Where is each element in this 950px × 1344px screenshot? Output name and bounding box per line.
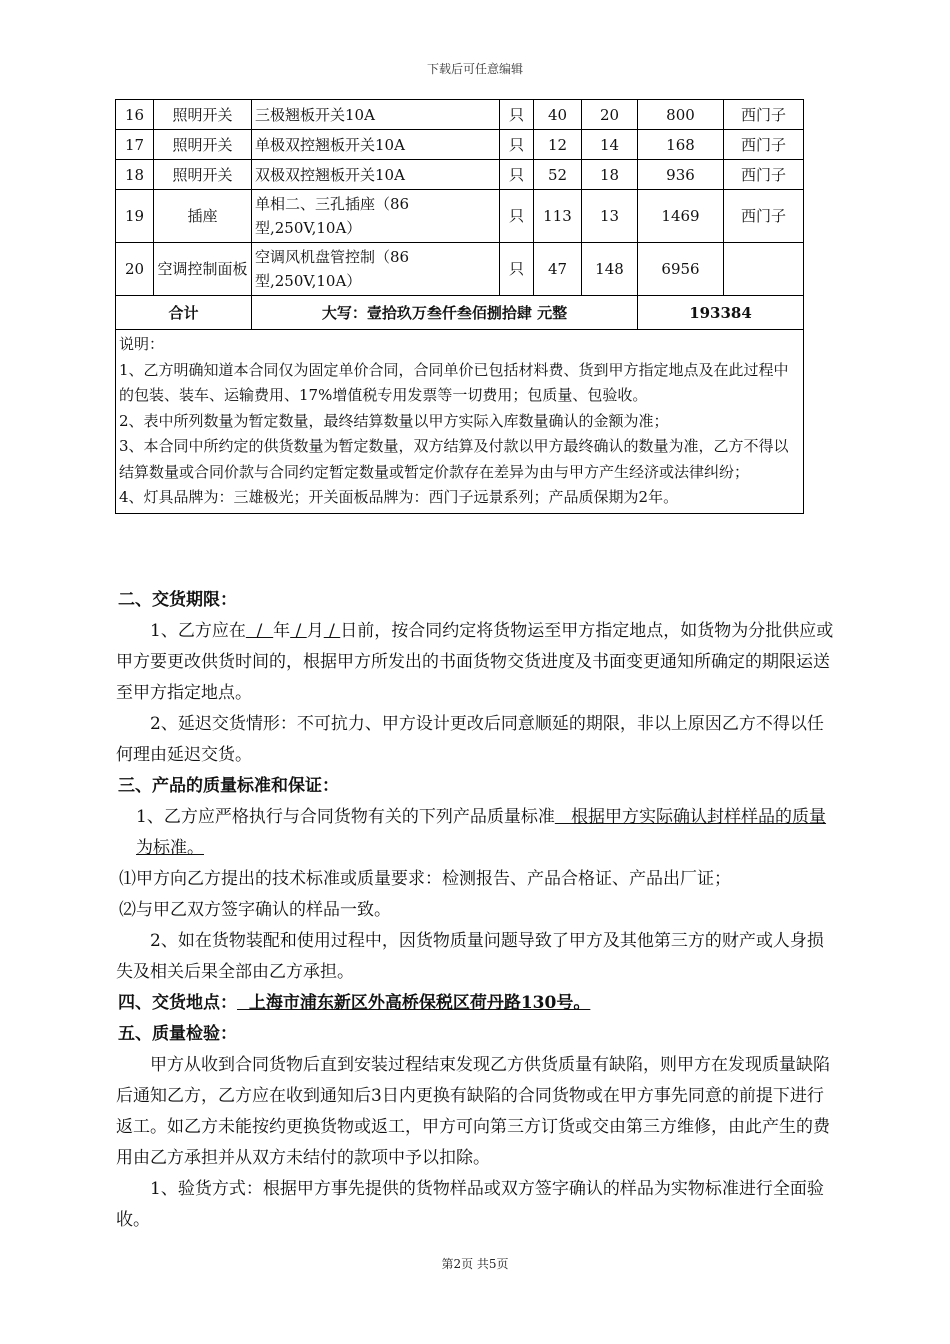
table-row [116, 130, 804, 160]
text: 年 [273, 621, 291, 641]
row-no: 16 [116, 100, 154, 130]
row-name: 照明开关 [154, 100, 252, 130]
section-title: 三、产品的质量标准和保证： [118, 776, 339, 796]
row-name: 插座 [154, 190, 252, 243]
row-name: 照明开关 [154, 160, 252, 190]
row-spec: 三极翘板开关10A [252, 100, 500, 130]
paragraph [116, 802, 838, 864]
row-no: 20 [116, 243, 154, 296]
table-row [116, 243, 804, 296]
row-unit: 只 [500, 130, 534, 160]
row-amount: 6956 [638, 243, 724, 296]
row-amount: 168 [638, 130, 724, 160]
row-brand: 西门子 [724, 100, 804, 130]
quality-standard: 根据甲方实际确认封样样品的质量为标准。 [136, 807, 827, 858]
table-row [116, 100, 804, 130]
paragraph: ⑴甲方向乙方提出的技术标准或质量要求：检测报告、产品合格证、产品出厂证； [119, 869, 731, 889]
row-no: 18 [116, 160, 154, 190]
paragraph: 2、如在货物装配和使用过程中，因货物质量问题导致了甲方及其他第三方的财产或人身损失及相关后果全部由乙方承担。 [116, 931, 824, 982]
note-item: 2、表中所列数量为暂定数量，最终结算数量以甲方实际入库数量确认的金额为准； [119, 411, 669, 430]
row-price: 18 [582, 160, 638, 190]
notes-row [116, 330, 804, 514]
paragraph [116, 616, 838, 709]
row-no: 17 [116, 130, 154, 160]
table-row [116, 190, 804, 243]
row-qty: 113 [534, 190, 582, 243]
row-name: 空调控制面板 [154, 243, 252, 296]
row-qty: 52 [534, 160, 582, 190]
text: 日前，按合同约定将货物运至甲方指定地点，如货物为分批供应或甲方要更改供货时间的，根据甲方所发出的书面货物交货进度及书面变更通知所确定的期限运送至甲方指定地点。 [116, 621, 834, 703]
text: 月 [306, 621, 324, 641]
notes-title: 说明： [119, 335, 165, 353]
row-price: 148 [582, 243, 638, 296]
row-qty: 12 [534, 130, 582, 160]
header-note: 下载后可任意编辑 [426, 62, 523, 76]
paragraph: 1、验货方式：根据甲方事先提供的货物样品或双方签字确认的样品为实物标准进行全面验收。 [116, 1179, 824, 1230]
delivery-address: 上海市浦东新区外高桥保税区荷丹路130号。 [237, 993, 591, 1013]
row-unit: 只 [500, 100, 534, 130]
notes-cell [116, 330, 804, 514]
row-qty: 47 [534, 243, 582, 296]
row-spec: 单相二、三孔插座（86型,250V,10A） [252, 190, 500, 243]
text: 1、乙方应在 [150, 621, 246, 641]
row-amount: 1469 [638, 190, 724, 243]
paragraph: ⑵与甲乙双方签字确认的样品一致。 [119, 900, 391, 920]
row-brand [724, 243, 804, 296]
row-price: 20 [582, 100, 638, 130]
year-blank: / [245, 621, 274, 641]
total-row [116, 296, 804, 330]
month-blank: / [290, 621, 307, 641]
row-amount: 936 [638, 160, 724, 190]
row-brand: 西门子 [724, 190, 804, 243]
paragraph: 2、延迟交货情形：不可抗力、甲方设计更改后同意顺延的期限，非以上原因乙方不得以任何理由延迟交货。 [116, 714, 824, 765]
paragraph: 甲方从收到合同货物后直到安装过程结束发现乙方供货质量有缺陷，则甲方在发现质量缺陷后通知乙方，乙方应在收到通知后3日内更换有缺陷的合同货物或在甲方事先同意的前提下进行返工。如乙方未能按约更换货物或返工，甲方可向第三方订货或交由第三方维修，由此产生的费用由乙方承担并从双方未结付的款项中予以扣除。 [116, 1055, 830, 1168]
row-price: 13 [582, 190, 638, 243]
row-spec: 双极双控翘板开关10A [252, 160, 500, 190]
row-no: 19 [116, 190, 154, 243]
row-amount: 800 [638, 100, 724, 130]
table-row [116, 160, 804, 190]
row-unit: 只 [500, 243, 534, 296]
total-amount: 193384 [638, 296, 804, 330]
row-spec: 空调风机盘管控制（86型,250V,10A） [252, 243, 500, 296]
text: 1、乙方应严格执行与合同货物有关的下列产品质量标准 [136, 807, 555, 827]
day-blank: / [323, 621, 341, 641]
row-brand: 西门子 [724, 160, 804, 190]
page-footer: 第2页 共5页 [441, 1257, 509, 1271]
row-unit: 只 [500, 160, 534, 190]
note-item: 1、乙方明确知道本合同仅为固定单价合同，合同单价已包括材料费、货到甲方指定地点及在此过程中的包装、装车、运输费用、17%增值税专用发票等一切费用；包质量、包验收。 [119, 360, 789, 404]
total-label: 合计 [116, 296, 252, 330]
note-item: 4、灯具品牌为：三雄极光；开关面板品牌为：西门子远景系列；产品质保期为2年。 [119, 488, 679, 506]
row-brand: 西门子 [724, 130, 804, 160]
section-title: 二、交货期限： [118, 590, 237, 610]
section-title [116, 988, 838, 1019]
contract-body [116, 585, 838, 1236]
row-spec: 单极双控翘板开关10A [252, 130, 500, 160]
note-item: 3、本合同中所约定的供货数量为暂定数量，双方结算及付款以甲方最终确认的数量为准，乙方不得以结算数量或合同价款与合同约定暂定数量或暂定价款存在差异为由与甲方产生经济或法律纠纷； [119, 437, 789, 481]
row-qty: 40 [534, 100, 582, 130]
text: 四、交货地点： [118, 993, 237, 1013]
product-table [115, 99, 804, 514]
row-price: 14 [582, 130, 638, 160]
total-amount-words: 大写：壹拾玖万叁仟叁佰捌拾肆 元整 [252, 296, 638, 330]
section-title: 五、质量检验： [118, 1024, 237, 1044]
row-unit: 只 [500, 190, 534, 243]
row-name: 照明开关 [154, 130, 252, 160]
